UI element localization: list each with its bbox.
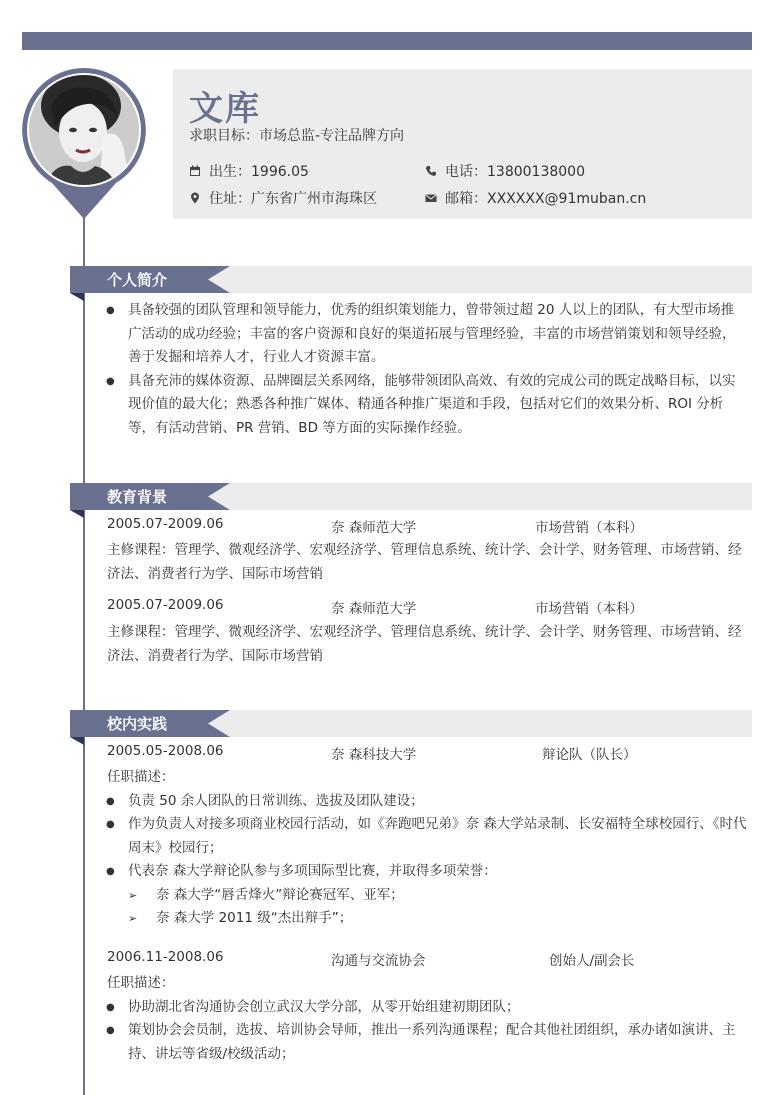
timeline-line bbox=[83, 210, 85, 1095]
address-text: 住址：广东省广州市海珠区 bbox=[209, 191, 377, 207]
phone-info bbox=[425, 161, 585, 181]
email-info bbox=[425, 188, 646, 208]
top-accent-bar bbox=[22, 32, 752, 50]
campus-date: 2005.05-2008.06 bbox=[107, 743, 224, 759]
list-item: ● 具备较强的团队管理和领导能力，优秀的组织策划能力，曾带领过超 20 人以上的团队，有大型市场推广活动的成功经验；丰富的客户资源和良好的渠道拓展与管理经验，丰富的市场营销策划和领导经验，善于发掘和培养人才，行业人才资源丰富。 bbox=[107, 299, 747, 370]
phone-text: 电话：13800138000 bbox=[445, 164, 585, 180]
education-entry-2 bbox=[107, 597, 747, 620]
campus-desc-1 bbox=[107, 766, 747, 931]
edu-school: 奈 森师范大学 bbox=[331, 520, 417, 536]
campus-date: 2006.11-2008.06 bbox=[107, 949, 224, 965]
edu-date: 2005.07-2009.06 bbox=[107, 516, 224, 532]
edu-date: 2005.07-2009.06 bbox=[107, 597, 224, 613]
location-pin-icon bbox=[189, 192, 201, 204]
birth-text: 出生：1996.05 bbox=[209, 164, 309, 180]
list-item: ● 代表奈 森大学辩论队参与多项国际型比赛，并取得多项荣誉： bbox=[107, 860, 747, 884]
campus-org: 奈 森科技大学 bbox=[331, 747, 417, 763]
section-header-education bbox=[70, 483, 752, 510]
list-item: ● 负责 50 余人团队的日常训练、选拔及团队建设； bbox=[107, 790, 747, 814]
campus-org: 沟通与交流协会 bbox=[331, 953, 426, 969]
birth-info bbox=[189, 161, 309, 181]
education-entry-1 bbox=[107, 516, 747, 539]
list-item: ● 作为负责人对接多项商业校园行活动，如《奔跑吧兄弟》奈 森大学站录制、长安福特全球校园行、《时代周末》校园行； bbox=[107, 813, 747, 860]
edu-courses: 主修课程：管理学、微观经济学、宏观经济学、管理信息系统、统计学、会计学、财务管理、市场营销、经济法、消费者行为学、国际市场营销 bbox=[107, 624, 742, 664]
person-name: 文库 bbox=[189, 89, 261, 129]
section-title-campus: 校内实践 bbox=[107, 715, 168, 733]
campus-entry-2 bbox=[107, 949, 747, 972]
campus-desc-2 bbox=[107, 972, 747, 1066]
section-header-intro bbox=[70, 266, 752, 293]
calendar-icon bbox=[189, 165, 201, 177]
avatar bbox=[21, 66, 149, 224]
section-title-education: 教育背景 bbox=[107, 488, 168, 506]
intro-list bbox=[107, 299, 747, 440]
edu-major: 市场营销（本科） bbox=[535, 520, 643, 536]
sub-list-item: ➢ 奈 森大学 2011 级“杰出辩手”； bbox=[107, 907, 747, 931]
section-header-campus bbox=[70, 710, 752, 737]
campus-role: 创始人/副会长 bbox=[549, 953, 635, 969]
envelope-icon bbox=[425, 192, 437, 204]
list-item: ● 具备充沛的媒体资源、品牌圈层关系网络，能够带领团队高效、有效的完成公司的既定战略目标，以实现价值的最大化；熟悉各种推广媒体、精通各种推广渠道和手段，包括对它们的效果分析、ROI 分析等，有活动营销、PR 营销、BD 等方面的实际操作经验。 bbox=[107, 370, 747, 441]
list-item: ● 协助湖北省沟通协会创立武汉大学分部，从零开始组建初期团队； bbox=[107, 996, 747, 1020]
list-item: ● 策划协会会员制，选拔、培训协会导师，推出一系列沟通课程；配合其他社团组织，承办诸如演讲、主持、讲坛等省级/校级活动； bbox=[107, 1019, 747, 1066]
desc-label: 任职描述： bbox=[107, 975, 175, 991]
section-title-intro: 个人简介 bbox=[107, 271, 168, 289]
edu-school: 奈 森师范大学 bbox=[331, 601, 417, 617]
address-info bbox=[189, 188, 377, 208]
phone-icon bbox=[425, 165, 437, 177]
sub-list-item: ➢ 奈 森大学“唇舌烽火”辩论赛冠军、亚军； bbox=[107, 884, 747, 908]
edu-major: 市场营销（本科） bbox=[535, 601, 643, 617]
desc-label: 任职描述： bbox=[107, 769, 175, 785]
email-text: 邮箱：XXXXXX@91muban.cn bbox=[445, 191, 647, 207]
campus-role: 辩论队（队长） bbox=[542, 747, 637, 763]
header-info-box bbox=[173, 69, 752, 219]
job-target: 求职目标：市场总监-专注品牌方向 bbox=[189, 128, 405, 144]
campus-entry-1 bbox=[107, 743, 747, 766]
edu-courses: 主修课程：管理学、微观经济学、宏观经济学、管理信息系统、统计学、会计学、财务管理、市场营销、经济法、消费者行为学、国际市场营销 bbox=[107, 542, 742, 582]
